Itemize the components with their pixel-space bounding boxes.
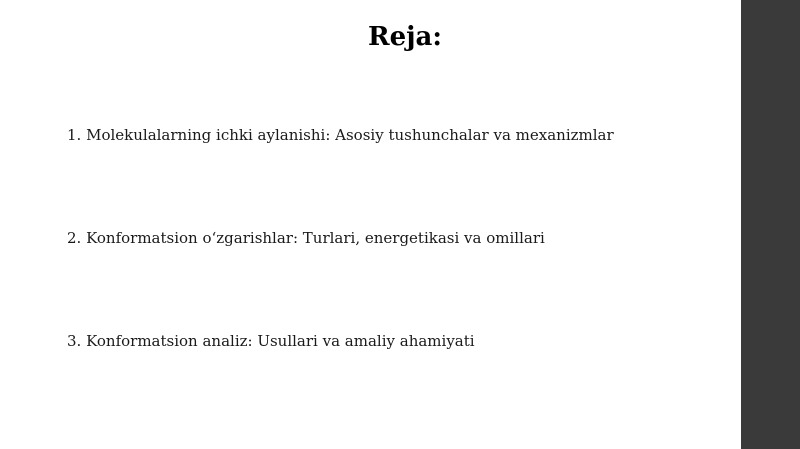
slide-title: Reja:: [367, 22, 442, 52]
plan-item-3: 3. Konformatsion analiz: Usullari va amaliy ahamiyati: [67, 332, 475, 350]
side-panel: [741, 0, 800, 449]
plan-item-2: 2. Konformatsion o‘zgarishlar: Turlari, energetikasi va omillari: [67, 229, 545, 247]
plan-item-1: 1. Molekulalarning ichki aylanishi: Asosiy tushunchalar va mexanizmlar: [67, 126, 614, 144]
